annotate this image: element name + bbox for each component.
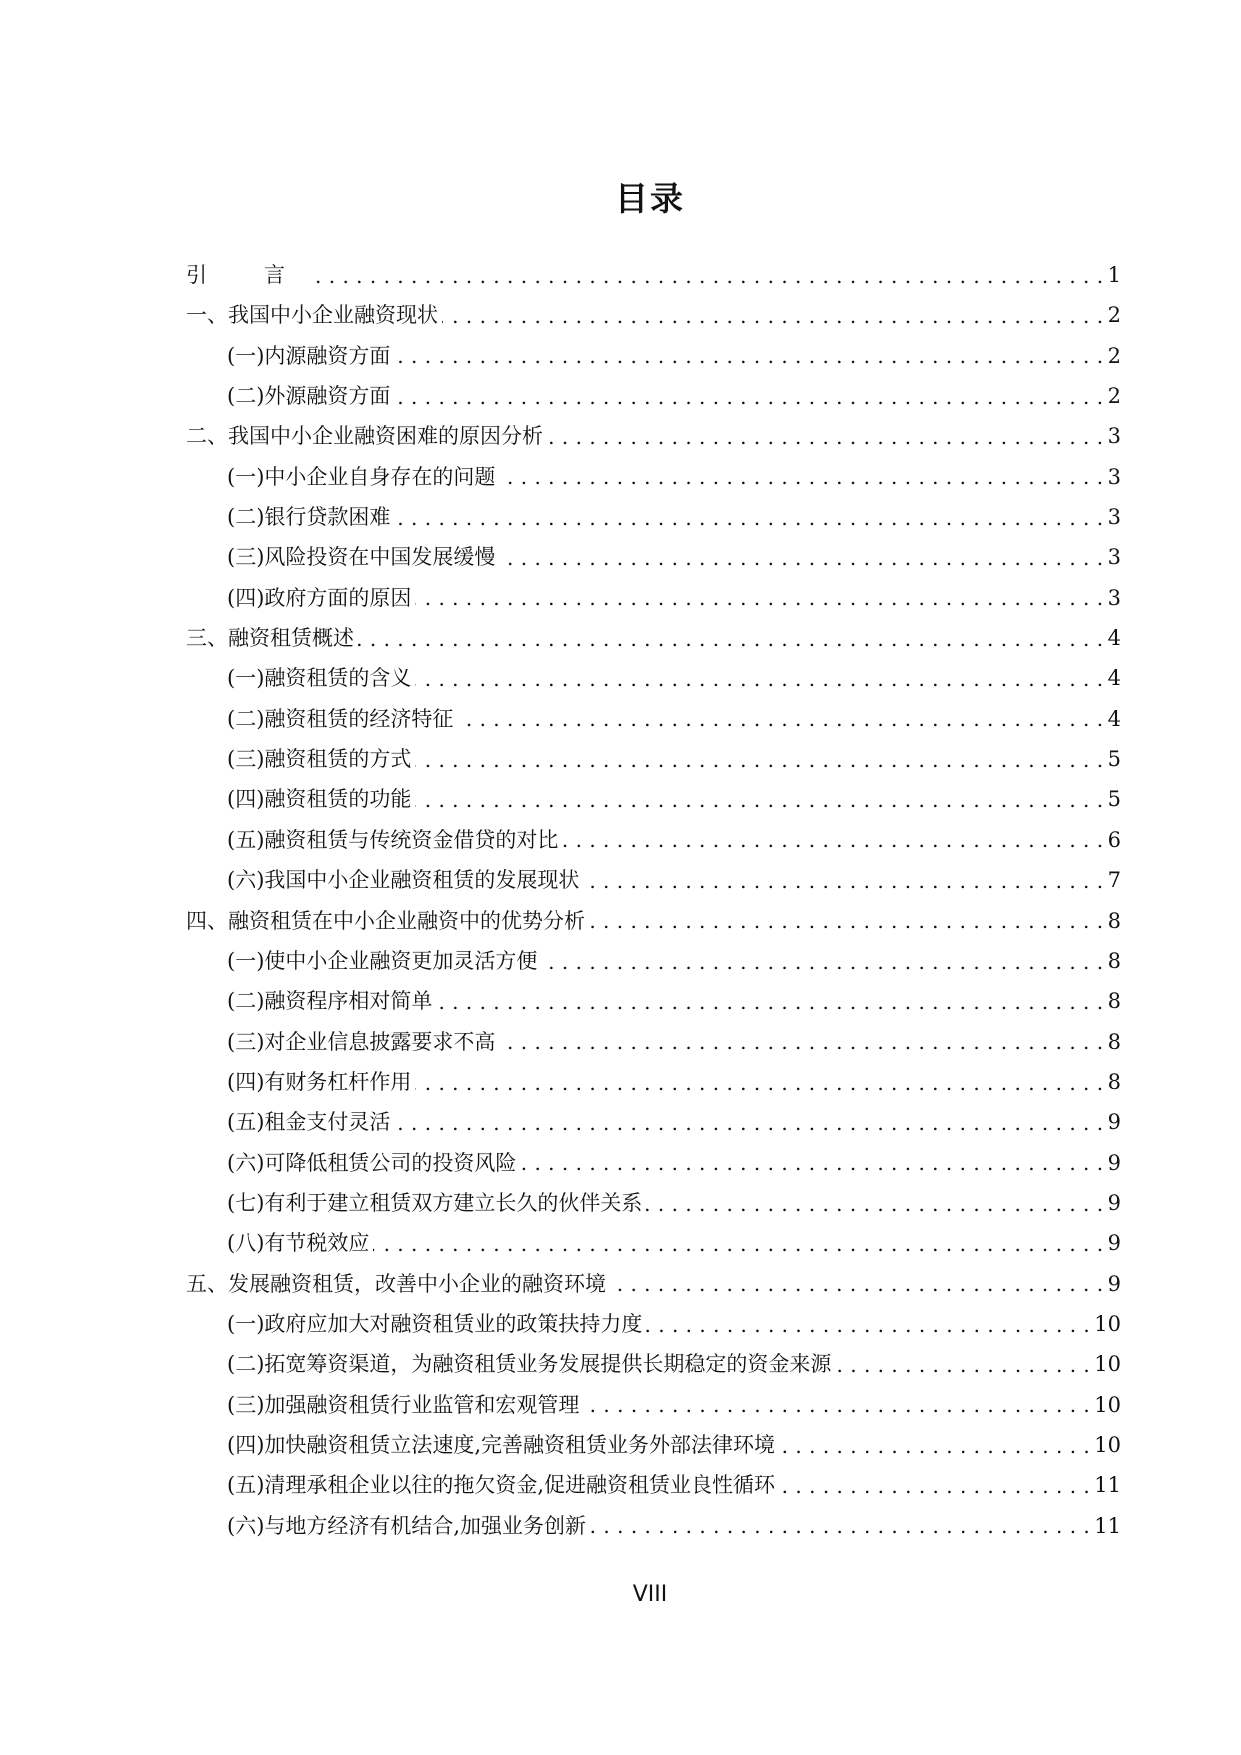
- toc-entry-title: 五、发展融资租赁，改善中小企业的融资环境: [186, 1271, 606, 1296]
- toc-entry-title: 三、融资租赁概述: [186, 626, 354, 651]
- dot-leader: [307, 265, 1104, 286]
- toc-entry-title: 引 言: [186, 263, 303, 287]
- dot-leader: [520, 1152, 1103, 1173]
- dot-leader: [646, 1193, 1103, 1214]
- toc-entry-page: 8: [1107, 1029, 1121, 1054]
- toc-entry[interactable]: [186, 941, 1121, 981]
- toc-entry-title: (二)融资程序相对简单: [227, 989, 433, 1014]
- dot-leader: [394, 507, 1103, 528]
- toc-entry[interactable]: [186, 1506, 1121, 1546]
- toc-entry-page: 11: [1094, 1513, 1121, 1538]
- table-of-contents: [186, 255, 1121, 1546]
- toc-entry-title: (二)融资租赁的经济特征: [227, 706, 454, 731]
- toc-entry-page: 4: [1107, 626, 1121, 651]
- toc-entry-page: 3: [1107, 505, 1121, 530]
- toc-entry-page: 9: [1107, 1150, 1121, 1175]
- toc-entry-title: (七)有利于建立租赁双方建立长久的伙伴关系: [227, 1190, 643, 1215]
- toc-entry-title: (三)风险投资在中国发展缓慢: [227, 545, 496, 570]
- toc-entry-title: (六)我国中小企业融资租赁的发展现状: [227, 868, 580, 893]
- toc-entry[interactable]: [186, 1062, 1121, 1102]
- toc-entry-page: 2: [1107, 303, 1121, 328]
- dot-leader: [835, 1354, 1090, 1375]
- toc-entry-title: (六)可降低租赁公司的投资风险: [227, 1150, 517, 1175]
- toc-entry-page: 11: [1094, 1473, 1121, 1498]
- dot-leader: [590, 1515, 1090, 1536]
- toc-entry-page: 8: [1107, 1069, 1121, 1094]
- toc-entry-title: (二)外源融资方面: [227, 384, 391, 409]
- toc-entry[interactable]: [186, 618, 1121, 658]
- toc-entry-page: 8: [1107, 989, 1121, 1014]
- toc-entry-page: 9: [1107, 1110, 1121, 1135]
- toc-entry-title: 二、我国中小企业融资困难的原因分析: [186, 424, 543, 449]
- toc-entry[interactable]: [186, 1344, 1121, 1384]
- toc-entry-title: (三)加强融资租赁行业监管和宏观管理: [227, 1392, 580, 1417]
- dot-leader: [394, 386, 1103, 407]
- toc-entry[interactable]: [186, 1385, 1121, 1425]
- toc-entry[interactable]: [186, 295, 1121, 335]
- toc-entry-page: 10: [1094, 1392, 1121, 1417]
- toc-entry[interactable]: [186, 1425, 1121, 1465]
- toc-entry[interactable]: [186, 1143, 1121, 1183]
- dot-leader: [394, 345, 1103, 366]
- dot-leader: [436, 991, 1103, 1012]
- toc-entry-title: (三)对企业信息披露要求不高: [227, 1029, 496, 1054]
- dot-leader: [358, 628, 1104, 649]
- toc-entry-title: (二)拓宽筹资渠道，为融资租赁业务发展提供长期稳定的资金来源: [227, 1352, 832, 1377]
- toc-entry[interactable]: [186, 376, 1121, 416]
- toc-entry-page: 8: [1107, 908, 1121, 933]
- toc-entry-title: (二)银行贷款困难: [227, 505, 391, 530]
- toc-entry-page: 5: [1107, 787, 1121, 812]
- toc-entry-page: 5: [1107, 747, 1121, 772]
- toc-entry-title: (一)政府应加大对融资租赁业的政策扶持力度: [227, 1311, 643, 1336]
- toc-entry[interactable]: [186, 1264, 1121, 1304]
- toc-entry-page: 1: [1107, 263, 1121, 287]
- toc-entry[interactable]: [186, 1465, 1121, 1505]
- toc-entry-title: (一)内源融资方面: [227, 343, 391, 368]
- toc-entry[interactable]: [186, 739, 1121, 779]
- toc-entry[interactable]: [186, 1183, 1121, 1223]
- toc-entry[interactable]: [186, 255, 1121, 295]
- toc-entry-title: (四)政府方面的原因: [227, 585, 412, 610]
- toc-entry-title: (一)中小企业自身存在的问题: [227, 464, 496, 489]
- toc-entry-page: 8: [1107, 948, 1121, 973]
- dot-leader: [547, 426, 1104, 447]
- toc-entry-page: 4: [1107, 706, 1121, 731]
- dot-leader: [646, 1314, 1090, 1335]
- toc-entry-title: (五)租金支付灵活: [227, 1110, 391, 1135]
- dot-leader: [589, 910, 1104, 931]
- dot-leader: [373, 1233, 1103, 1254]
- dot-leader: [415, 749, 1103, 770]
- toc-entry-title: (四)有财务杠杆作用: [227, 1069, 412, 1094]
- toc-entry-page: 3: [1107, 464, 1121, 489]
- dot-leader: [394, 1112, 1103, 1133]
- toc-entry[interactable]: [186, 1102, 1121, 1142]
- toc-entry-title: (一)融资租赁的含义: [227, 666, 412, 691]
- dot-leader: [499, 1031, 1103, 1052]
- toc-entry-title: (六)与地方经济有机结合,加强业务创新: [227, 1513, 587, 1538]
- toc-entry-page: 2: [1107, 343, 1121, 368]
- toc-entry-title: (五)清理承租企业以往的拖欠资金,促进融资租赁业良性循环: [227, 1473, 776, 1498]
- toc-entry-page: 2: [1107, 384, 1121, 409]
- dot-leader: [442, 305, 1104, 326]
- toc-entry[interactable]: [186, 416, 1121, 456]
- toc-entry[interactable]: [186, 336, 1121, 376]
- dot-leader: [779, 1435, 1090, 1456]
- toc-entry-page: 9: [1107, 1231, 1121, 1256]
- toc-entry-page: 3: [1107, 545, 1121, 570]
- toc-entry[interactable]: [186, 901, 1121, 941]
- dot-leader: [541, 951, 1103, 972]
- toc-entry-title: 四、融资租赁在中小企业融资中的优势分析: [186, 908, 585, 933]
- toc-entry-title: (一)使中小企业融资更加灵活方便: [227, 948, 538, 973]
- toc-entry[interactable]: [186, 497, 1121, 537]
- toc-entry[interactable]: [186, 578, 1121, 618]
- dot-leader: [583, 870, 1103, 891]
- page-number: VIII: [632, 1582, 668, 1607]
- toc-entry[interactable]: [186, 457, 1121, 497]
- dot-leader: [779, 1475, 1090, 1496]
- toc-entry-page: 3: [1107, 585, 1121, 610]
- toc-entry-page: 9: [1107, 1190, 1121, 1215]
- toc-entry[interactable]: [186, 699, 1121, 739]
- toc-entry-page: 10: [1094, 1352, 1121, 1377]
- toc-entry-page: 7: [1107, 868, 1121, 893]
- dot-leader: [499, 547, 1103, 568]
- toc-entry[interactable]: [186, 820, 1121, 860]
- toc-entry[interactable]: [186, 658, 1121, 698]
- toc-entry[interactable]: [186, 1223, 1121, 1263]
- toc-entry-page: 10: [1094, 1311, 1121, 1336]
- toc-entry[interactable]: [186, 981, 1121, 1021]
- toc-entry[interactable]: [186, 779, 1121, 819]
- page-title: 目录: [615, 179, 685, 218]
- dot-leader: [415, 1072, 1103, 1093]
- toc-entry-title: (三)融资租赁的方式: [227, 747, 412, 772]
- toc-entry-title: (五)融资租赁与传统资金借贷的对比: [227, 827, 559, 852]
- toc-entry-page: 10: [1094, 1432, 1121, 1457]
- toc-entry-title: 一、我国中小企业融资现状: [186, 303, 438, 328]
- toc-entry[interactable]: [186, 537, 1121, 577]
- toc-entry[interactable]: [186, 1022, 1121, 1062]
- toc-entry[interactable]: [186, 1304, 1121, 1344]
- toc-entry-title: (八)有节税效应: [227, 1231, 370, 1256]
- toc-entry[interactable]: [186, 860, 1121, 900]
- dot-leader: [562, 829, 1103, 850]
- dot-leader: [583, 1394, 1090, 1415]
- toc-entry-title: (四)融资租赁的功能: [227, 787, 412, 812]
- dot-leader: [415, 789, 1103, 810]
- toc-entry-title: (四)加快融资租赁立法速度,完善融资租赁业务外部法律环境: [227, 1432, 776, 1457]
- toc-entry-page: 9: [1107, 1271, 1121, 1296]
- dot-leader: [415, 587, 1103, 608]
- toc-entry-page: 3: [1107, 424, 1121, 449]
- toc-entry-page: 6: [1107, 827, 1121, 852]
- dot-leader: [610, 1273, 1104, 1294]
- toc-entry-page: 4: [1107, 666, 1121, 691]
- dot-leader: [415, 668, 1103, 689]
- dot-leader: [457, 708, 1103, 729]
- dot-leader: [499, 466, 1103, 487]
